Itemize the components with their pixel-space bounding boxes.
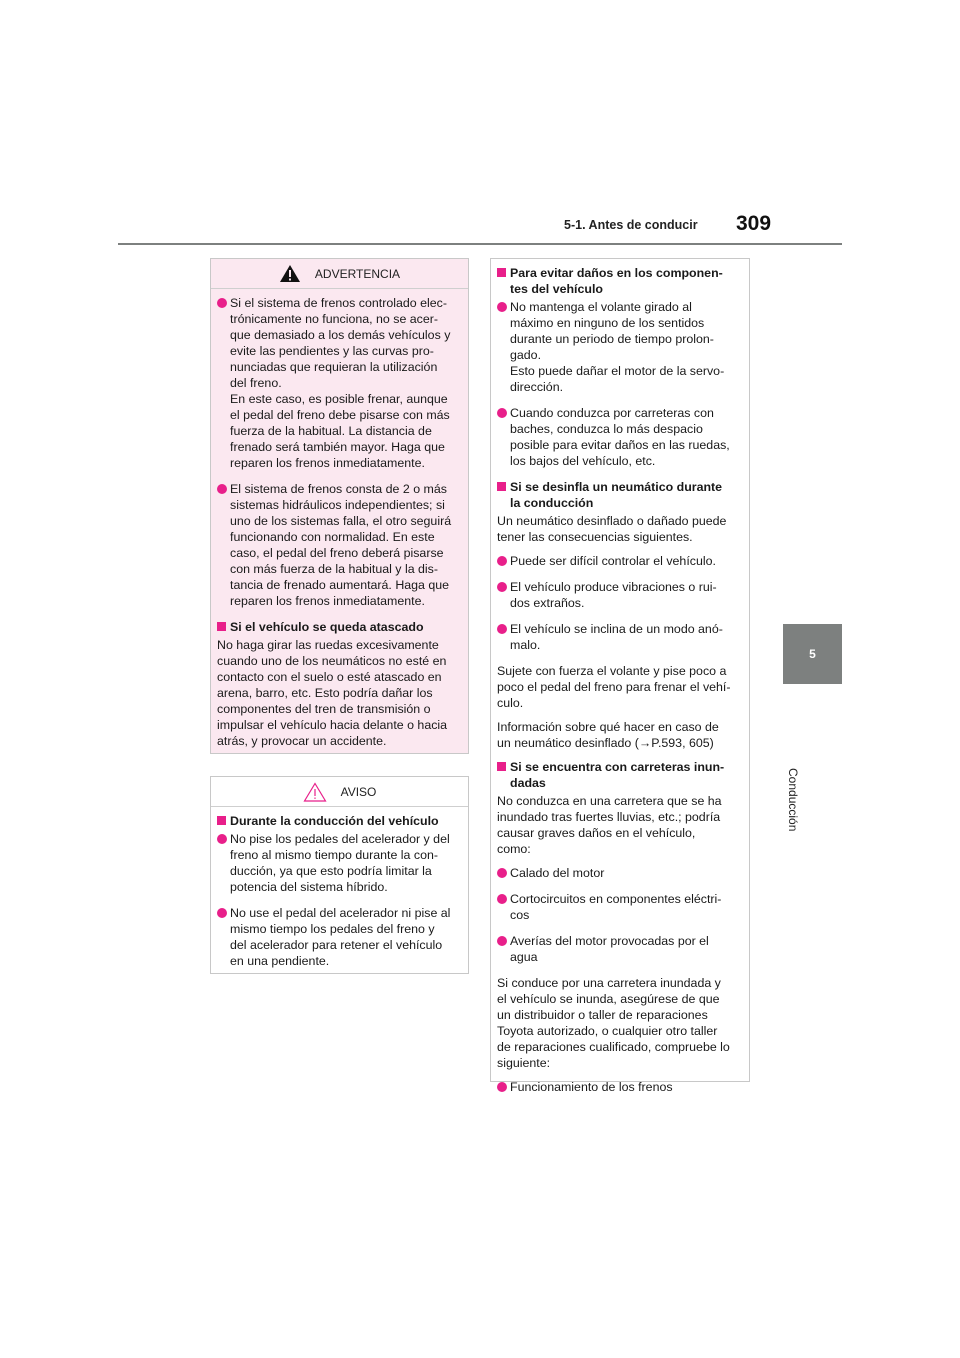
info-box-content	[491, 259, 749, 1095]
bullet-dot-icon	[497, 894, 507, 904]
text-line: Funcionamiento de los frenos	[510, 1080, 673, 1094]
text-line: inundado tras fuertes lluvias, etc.; podría	[497, 810, 721, 824]
text-line: impulsar el vehículo hacia delante o hacia	[217, 718, 448, 732]
text-line: Durante la conducción del vehículo	[230, 814, 439, 828]
text-line: trónicamente no funciona, no se acer-	[230, 312, 439, 326]
text-line: agua	[510, 950, 538, 964]
bullet-dot-icon	[217, 484, 227, 494]
text-line: Cortocircuitos en componentes eléctri-	[510, 892, 722, 906]
bullet-dot-icon	[217, 834, 227, 844]
text-line: cuando uno de los neumáticos no esté en	[217, 654, 447, 668]
text-line: El vehículo se inclina de un modo anó-	[510, 622, 723, 636]
chapter-tab	[783, 624, 842, 684]
text-line: freno al mismo tiempo durante la con-	[230, 848, 438, 862]
caution-box-header	[211, 777, 468, 807]
text-line: evite las pendientes y las curvas pro-	[230, 344, 434, 358]
subsection-heading	[217, 619, 462, 635]
text-line: culo.	[497, 696, 524, 710]
text-line: No mantenga el volante girado al	[510, 300, 692, 314]
section-title: 5-1. Antes de conducir	[564, 218, 698, 232]
bullet-dot-icon	[217, 908, 227, 918]
subsection-heading	[217, 813, 462, 829]
bullet-item	[497, 553, 743, 569]
paragraph	[217, 637, 462, 749]
text-line: No use el pedal del acelerador ni pise al	[230, 906, 451, 920]
text-line: los bajos del vehículo, etc.	[510, 454, 656, 468]
chapter-label: Conducción	[786, 768, 800, 832]
chapter-label-container	[786, 688, 802, 832]
text-line: fuerza de la habitual. La distancia de	[230, 424, 432, 438]
text-line: ducción, ya que esto podría limitar la	[230, 864, 432, 878]
text-line: El sistema de frenos consta de 2 o más	[230, 482, 447, 496]
warning-triangle-filled-icon	[279, 264, 301, 283]
text-line: posible para evitar daños en las ruedas,	[510, 438, 730, 452]
bullet-dot-icon	[497, 624, 507, 634]
text-line: siguiente:	[497, 1056, 551, 1070]
bullet-dot-icon	[497, 1082, 507, 1092]
text-line: del acelerador para retener el vehículo	[230, 938, 443, 952]
text-line: funcionando con normalidad. En este	[230, 530, 435, 544]
text-line: con más fuerza de la habitual y la dis-	[230, 562, 438, 576]
text-line: uno de los sistemas falla, el otro seguirá	[230, 514, 452, 528]
bullet-item	[217, 831, 462, 895]
bullet-item	[217, 905, 462, 969]
subsection-heading	[497, 479, 743, 511]
paragraph	[497, 793, 743, 857]
heading-square-icon	[217, 622, 226, 631]
text-line: reparen los frenos inmediatamente.	[230, 456, 425, 470]
text-line: Cuando conduzca por carreteras con	[510, 406, 714, 420]
paragraph	[497, 513, 743, 545]
text-line: Si se encuentra con carreteras inun-	[510, 760, 725, 774]
text-line: de reparaciones cualificado, compruebe lo	[497, 1040, 730, 1054]
heading-square-icon	[217, 816, 226, 825]
text-line: poco el pedal del freno para frenar el vehí-	[497, 680, 731, 694]
text-line: contacto con el suelo o esté atascado en	[217, 670, 442, 684]
heading-square-icon	[497, 268, 506, 277]
text-line: en una pendiente.	[230, 954, 330, 968]
paragraph	[497, 719, 743, 751]
text-line: cos	[510, 908, 530, 922]
bullet-item	[497, 865, 743, 881]
text-line: componentes del tren de transmisión o	[217, 702, 431, 716]
text-line: dos extraños.	[510, 596, 585, 610]
text-line: frenado será también mayor. Haga que	[230, 440, 445, 454]
text-line: tancia de frenado aumentará. Haga que	[230, 578, 450, 592]
bullet-item	[497, 933, 743, 965]
info-box	[490, 258, 750, 1094]
paragraph	[497, 663, 743, 711]
bullet-item	[497, 405, 743, 469]
bullet-item	[497, 579, 743, 611]
bullet-item	[217, 481, 462, 609]
text-line: el pedal del freno debe pisarse con más	[230, 408, 450, 422]
warning-box-title: ADVERTENCIA	[314, 266, 401, 281]
warning-triangle-outline-icon	[303, 782, 327, 802]
text-line: Información sobre qué hacer en caso de	[497, 720, 719, 734]
warning-box-header	[211, 259, 468, 289]
text-line: Averías del motor provocadas por el	[510, 934, 709, 948]
bullet-item	[497, 1079, 743, 1095]
text-line: un neumático desinflado (→P.593, 605)	[497, 736, 714, 750]
text-line: Calado del motor	[510, 866, 605, 880]
text-line: tes del vehículo	[510, 282, 603, 296]
bullet-item	[497, 621, 743, 653]
text-line: Un neumático desinflado o dañado puede	[497, 514, 727, 528]
heading-square-icon	[497, 482, 506, 491]
text-line: durante un periodo de tiempo prolon-	[510, 332, 714, 346]
text-line: mismo tiempo los pedales del freno y	[230, 922, 435, 936]
text-line: Si el sistema de frenos controlado elec-	[230, 296, 447, 310]
caution-box-title: AVISO	[340, 784, 377, 799]
text-line: potencia del sistema híbrido.	[230, 880, 388, 894]
text-line: gado.	[510, 348, 542, 362]
text-line: la conducción	[510, 496, 594, 510]
bullet-item	[497, 299, 743, 395]
warning-box	[210, 258, 469, 754]
text-line: del freno.	[230, 376, 282, 390]
text-line: malo.	[510, 638, 541, 652]
bullet-dot-icon	[497, 868, 507, 878]
header-divider	[118, 243, 842, 245]
heading-square-icon	[497, 762, 506, 771]
chapter-number: 5	[809, 647, 816, 661]
text-line: el vehículo se inunda, asegúrese de que	[497, 992, 720, 1006]
text-line: Toyota autorizado, o cualquier otro taller	[497, 1024, 718, 1038]
caution-box-content	[211, 807, 468, 969]
text-line: No haga girar las ruedas excesivamente	[217, 638, 439, 652]
page-number: 309	[736, 212, 772, 235]
paragraph	[497, 975, 743, 1071]
text-line: atrás, y provocar un accidente.	[217, 734, 387, 748]
bullet-dot-icon	[217, 298, 227, 308]
subsection-heading	[497, 759, 743, 791]
subsection-heading	[497, 265, 743, 297]
bullet-dot-icon	[497, 556, 507, 566]
text-line: En este caso, es posible frenar, aunque	[230, 392, 448, 406]
text-line: arena, barro, etc. Esto podría dañar los	[217, 686, 433, 700]
text-line: caso, el pedal del freno deberá pisarse	[230, 546, 444, 560]
text-line: Si el vehículo se queda atascado	[230, 620, 424, 634]
text-line: sistemas hidráulicos independientes; si	[230, 498, 445, 512]
text-line: nunciadas que requieran la utilización	[230, 360, 438, 374]
text-line: Para evitar daños en los componen-	[510, 266, 723, 280]
text-line: causar graves daños en el vehículo,	[497, 826, 696, 840]
text-line: No pise los pedales del acelerador y del	[230, 832, 450, 846]
text-line: tener las consecuencias siguientes.	[497, 530, 693, 544]
text-line: No conduzca en una carretera que se ha	[497, 794, 722, 808]
bullet-item	[497, 891, 743, 923]
bullet-dot-icon	[497, 582, 507, 592]
text-line: dadas	[510, 776, 546, 790]
bullet-item	[217, 295, 462, 471]
text-line: máximo en ninguno de los sentidos	[510, 316, 705, 330]
text-line: que demasiado a los demás vehículos y	[230, 328, 451, 342]
text-line: un distribuidor o taller de reparaciones	[497, 1008, 708, 1022]
bullet-dot-icon	[497, 408, 507, 418]
text-line: Si se desinfla un neumático durante	[510, 480, 723, 494]
text-line: baches, conduzca lo más despacio	[510, 422, 703, 436]
text-line: Esto puede dañar el motor de la servo-	[510, 364, 725, 378]
text-line: Puede ser difícil controlar el vehículo.	[510, 554, 716, 568]
text-line: Si conduce por una carretera inundada y	[497, 976, 721, 990]
bullet-dot-icon	[497, 936, 507, 946]
text-line: Sujete con fuerza el volante y pise poco a	[497, 664, 727, 678]
text-line: El vehículo produce vibraciones o rui-	[510, 580, 717, 594]
caution-box	[210, 776, 469, 974]
text-line: reparen los frenos inmediatamente.	[230, 594, 425, 608]
bullet-dot-icon	[497, 302, 507, 312]
warning-box-content	[211, 289, 468, 749]
text-line: dirección.	[510, 380, 564, 394]
text-line: como:	[497, 842, 531, 856]
